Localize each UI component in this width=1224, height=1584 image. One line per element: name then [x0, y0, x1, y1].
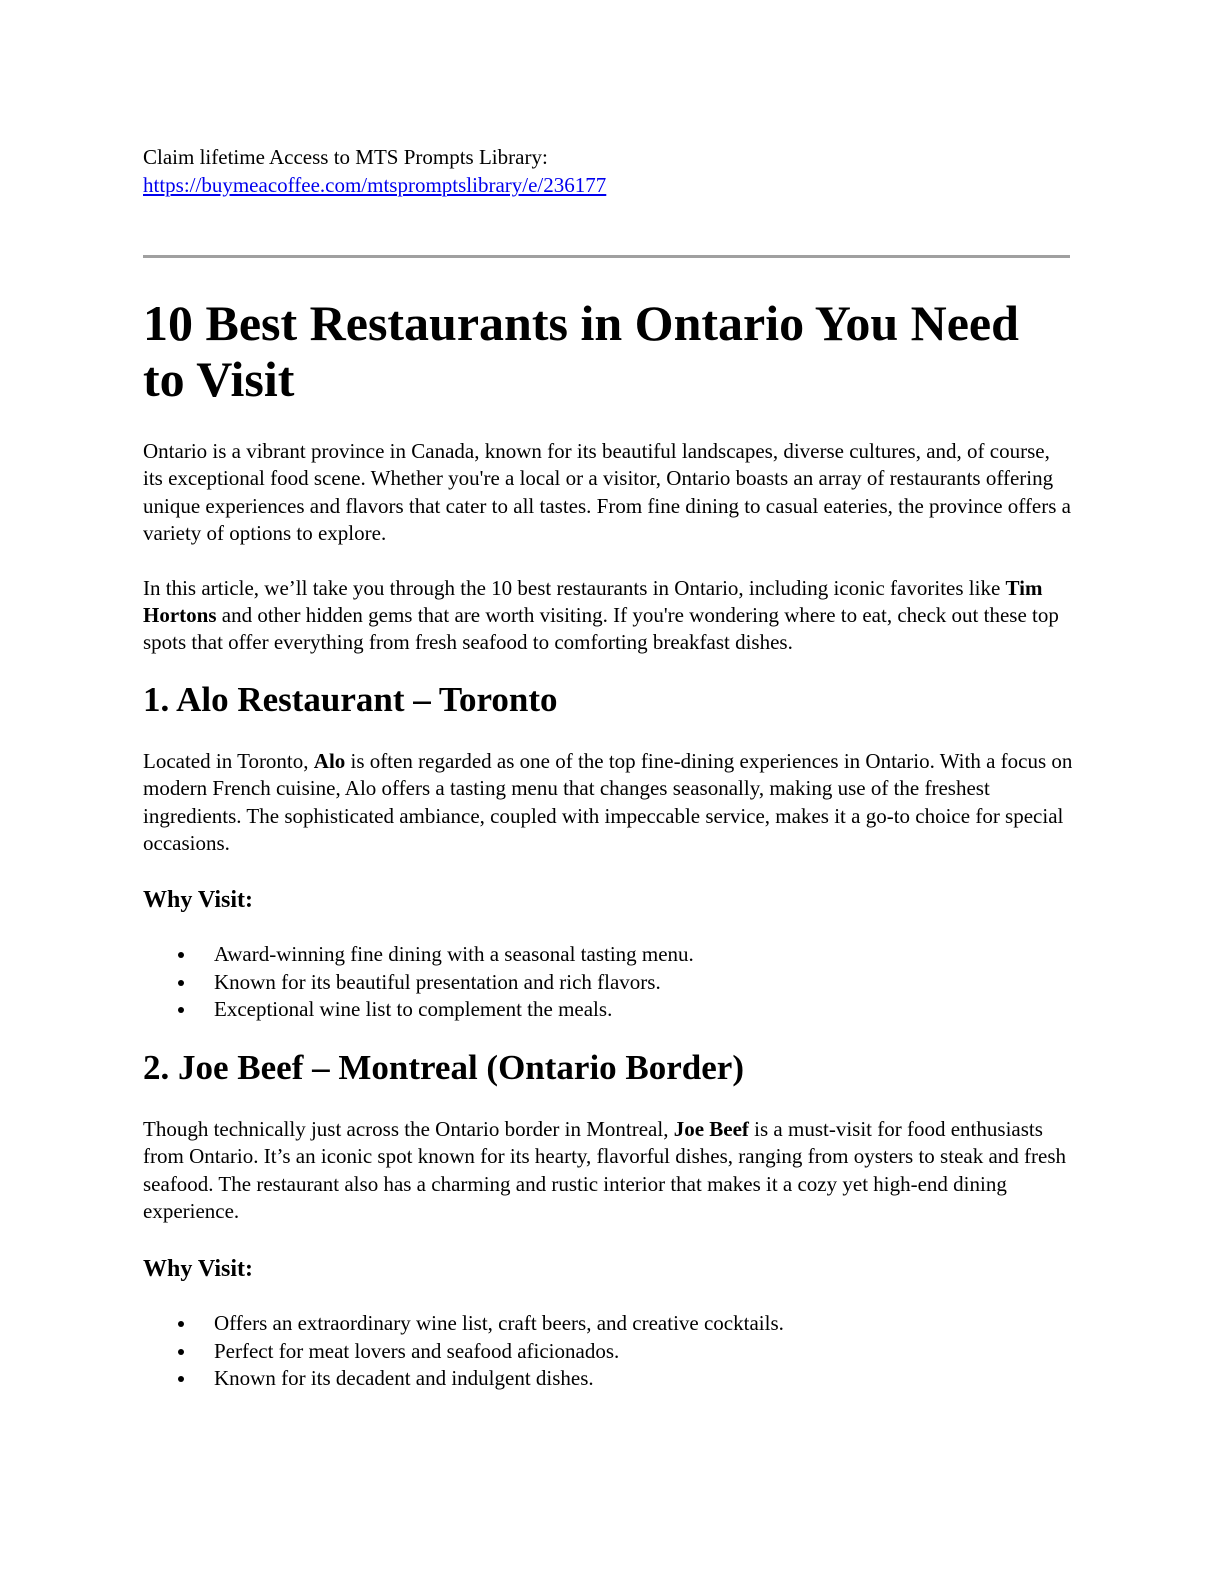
intro-paragraph-1: Ontario is a vibrant province in Canada, known for its beautiful landscapes, diverse cultures, and, of course, its exceptional food scene. Whether you're a local or a visitor, Ontario boasts an array of restaurants offering unique experiences and flavors that cater to all tastes. From fine dining to casual eateries, the province offers a variety of options to explore.	[143, 439, 1071, 546]
list-item	[143, 1310, 1073, 1337]
bullet-icon	[178, 1349, 184, 1355]
joe-bold: Joe Beef	[673, 1116, 749, 1141]
list-item-text: Award-winning fine dining with a seasonal tasting menu.	[214, 942, 694, 967]
horizontal-rule	[143, 255, 1070, 258]
joe-text-before: Though technically just across the Ontario border in Montreal,	[143, 1116, 674, 1141]
list-item	[143, 941, 1073, 968]
article-title: 10 Best Restaurants in Ontario You Need to Visit	[143, 295, 1019, 407]
alo-bold: Alo	[313, 748, 346, 773]
bullet-icon	[178, 952, 184, 958]
bullet-icon	[178, 1007, 184, 1013]
alo-text-before: Located in Toronto,	[143, 748, 314, 773]
intro-2-text-after: and other hidden gems that are worth visiting. If you're wondering where to eat, check out these top spots that offer everything from fresh seafood to comforting breakfast dishes.	[143, 603, 1059, 655]
why-visit-heading-joe-beef: Why Visit:	[143, 1256, 254, 1283]
list-item-text: Offers an extraordinary wine list, craft beers, and creative cocktails.	[214, 1311, 784, 1336]
why-visit-list-alo	[143, 941, 1073, 1023]
section-heading-alo: 1. Alo Restaurant – Toronto	[143, 679, 558, 719]
bullet-icon	[178, 1376, 184, 1382]
list-item	[143, 1365, 1073, 1392]
why-visit-heading-alo: Why Visit:	[143, 887, 254, 914]
why-visit-list-joe-beef	[143, 1310, 1073, 1392]
section-heading-joe-beef: 2. Joe Beef – Montreal (Ontario Border)	[143, 1047, 744, 1087]
bullet-icon	[178, 1321, 184, 1327]
intro-paragraph-2	[143, 575, 1073, 657]
intro-2-bold: Tim Hortons	[143, 575, 1043, 628]
list-item	[143, 996, 1073, 1023]
list-item	[143, 969, 1073, 996]
list-item-text: Perfect for meat lovers and seafood aficionados.	[214, 1338, 620, 1363]
document-page	[143, 143, 1073, 1393]
promo-link[interactable]: https://buymeacoffee.com/mtspromptslibrary/e/236177	[143, 173, 607, 197]
list-item-text: Known for its beautiful presentation and rich flavors.	[214, 969, 661, 994]
joe-text-after: is a must-visit for food enthusiasts from Ontario. It’s an iconic spot known for its hearty, flavorful dishes, ranging from oysters to steak and fresh seafood. The restaurant also has a charming and rustic interior that makes it a cozy yet high-end dining experience.	[143, 1116, 1067, 1223]
section-paragraph-alo	[143, 748, 1073, 858]
section-paragraph-joe-beef	[143, 1116, 1073, 1226]
intro-2-text-before: In this article, we’ll take you through the 10 best restaurants in Ontario, including iconic favorites like	[143, 575, 1006, 600]
promo-text: Claim lifetime Access to MTS Prompts Library:	[143, 145, 548, 169]
bullet-icon	[178, 980, 184, 986]
promo-block	[143, 143, 1073, 199]
list-item-text: Exceptional wine list to complement the meals.	[214, 997, 613, 1022]
list-item	[143, 1338, 1073, 1365]
list-item-text: Known for its decadent and indulgent dishes.	[214, 1366, 594, 1391]
alo-text-after: is often regarded as one of the top fine-dining experiences in Ontario. With a focus on modern French cuisine, Alo offers a tasting menu that changes seasonally, making use of the freshest ingredients. The sophisticated ambiance, coupled with impeccable service, makes it a go-to choice for special occasions.	[143, 748, 1073, 856]
